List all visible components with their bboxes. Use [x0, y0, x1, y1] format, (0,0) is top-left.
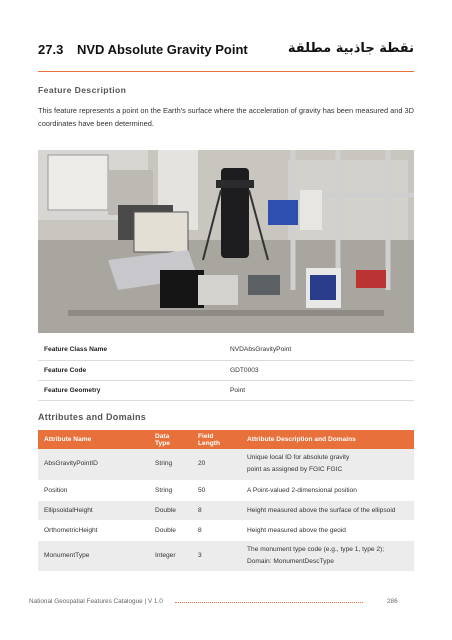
feature-geometry-label: Feature Geometry — [38, 380, 224, 400]
table-row — [38, 500, 414, 520]
table-row — [38, 449, 414, 480]
attribute-length: 3 — [192, 540, 241, 571]
attribute-description: A Point-valued 2-dimensional position — [241, 480, 414, 500]
table-row — [38, 540, 414, 571]
feature-description-text: This feature represents a point on the Earth's surface where the acceleration of gravity has been measured and 3D coordinates have been determined. — [38, 106, 414, 128]
attribute-type: Double — [149, 520, 192, 540]
attribute-length: 20 — [192, 449, 241, 480]
attribute-name: EllipsoidalHeight — [38, 500, 149, 520]
attributes-heading: Attributes and Domains — [38, 412, 147, 422]
feature-description-heading: Feature Description — [38, 85, 127, 95]
attribute-description: Height measured above the surface of the ellipsoid — [241, 500, 414, 520]
attribute-type: Double — [149, 500, 192, 520]
column-header: Attribute Description and Domains — [241, 430, 414, 449]
gravity-lab-photo — [38, 150, 414, 333]
attribute-length: 8 — [192, 500, 241, 520]
section-title-arabic: نقطة جاذبية مطلقة — [287, 41, 414, 56]
attribute-description: Unique local ID for absolute gravity point as assigned by FGIC FGIC — [241, 449, 414, 480]
page-number: 286 — [387, 598, 398, 605]
attribute-length: 50 — [192, 480, 241, 500]
table-row — [38, 520, 414, 540]
table-row — [38, 360, 414, 380]
feature-class-name-label: Feature Class Name — [38, 340, 224, 360]
table-row — [38, 380, 414, 400]
attributes-table — [38, 430, 414, 572]
footer-leader-dots — [175, 602, 363, 603]
section-title: NVD Absolute Gravity Point — [77, 42, 248, 57]
attribute-length: 8 — [192, 520, 241, 540]
column-header: Data Type — [149, 430, 192, 449]
attribute-type: String — [149, 449, 192, 480]
table-row — [38, 340, 414, 360]
feature-class-name-value: NVDAbsGravityPoint — [224, 340, 414, 360]
attribute-name: Position — [38, 480, 149, 500]
column-header: Attribute Name — [38, 430, 149, 449]
feature-class-table — [38, 340, 414, 401]
attribute-type: String — [149, 480, 192, 500]
table-row — [38, 480, 414, 500]
feature-code-value: GDT0003 — [224, 360, 414, 380]
section-header — [38, 42, 414, 62]
header-divider — [38, 71, 414, 72]
feature-geometry-value: Point — [224, 380, 414, 400]
attribute-name: OrthometricHeight — [38, 520, 149, 540]
footer-catalogue-label: National Geospatial Features Catalogue | V 1.0 — [29, 598, 163, 605]
attribute-description: Height measured above the geoid — [241, 520, 414, 540]
column-header: Field Length — [192, 430, 241, 449]
attribute-description: The monument type code (e.g., type 1, type 2); Domain: MonumentDescType — [241, 540, 414, 571]
table-header-row — [38, 430, 414, 449]
attribute-name: AbsGravityPointID — [38, 449, 149, 480]
section-number: 27.3 — [38, 42, 64, 57]
attribute-name: MonumentType — [38, 540, 149, 571]
attribute-type: Integer — [149, 540, 192, 571]
feature-code-label: Feature Code — [38, 360, 224, 380]
